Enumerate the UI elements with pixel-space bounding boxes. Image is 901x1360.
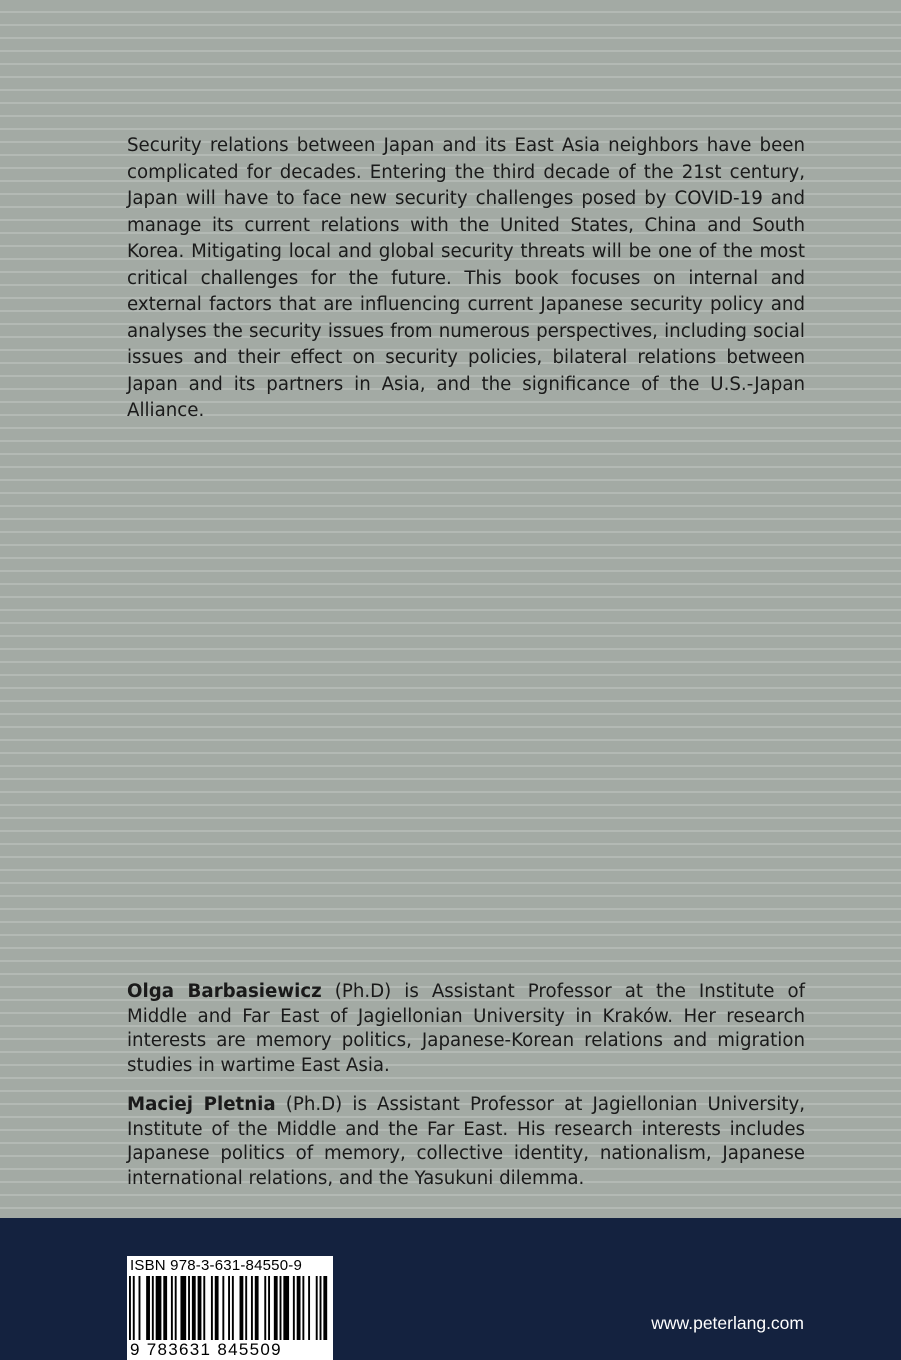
isbn-label: ISBN 978-3-631-84550-9 [130, 1257, 303, 1274]
barcode-icon [129, 1276, 331, 1340]
book-description: Security relations between Japan and its East Asia neighbors have been complicated for decades. Entering the third decade of the 21st century, Japan will have to face new security challenges posed by COVID-19 and manage its current relations with the United States, China and South Korea. Mitigating local and global security threats will be one of the most critical challenges for the future. This book focuses on internal and external factors that are influencing current Japanese security policy and analyses the security issues from numerous perspectives, including social issues and their effect on security policies, bilateral relations between Japan and its partners in Asia, and the significance of the U.S.-Japan Alliance. [127, 135, 805, 421]
author-bio-1 [127, 980, 805, 1078]
author-bio-text-2: (Ph.D) is Assistant Professor at Jagiellonian University, Institute of the Middle and the Far East. His research interests includes Japanese politics of memory, collective identity, nationalism, Japanese international relations, and the Yasukuni dilemma. [127, 1094, 805, 1189]
author-bio-text-1: (Ph.D) is Assistant Professor at the Institute of Middle and Far East of Jagiellonian University in Kraków. Her research interests are memory politics, Japanese-Korean relations and migration studies in wartime East Asia. [127, 981, 806, 1076]
publisher-website: www.peterlang.com [651, 1313, 804, 1333]
author-name-1: Olga Barbasiewicz [127, 981, 322, 1002]
barcode-box [127, 1256, 333, 1360]
barcode-digits: 9 783631 845509 [130, 1340, 282, 1359]
author-name-2: Maciej Pletnia [127, 1094, 276, 1115]
author-bio-2 [127, 1093, 805, 1191]
